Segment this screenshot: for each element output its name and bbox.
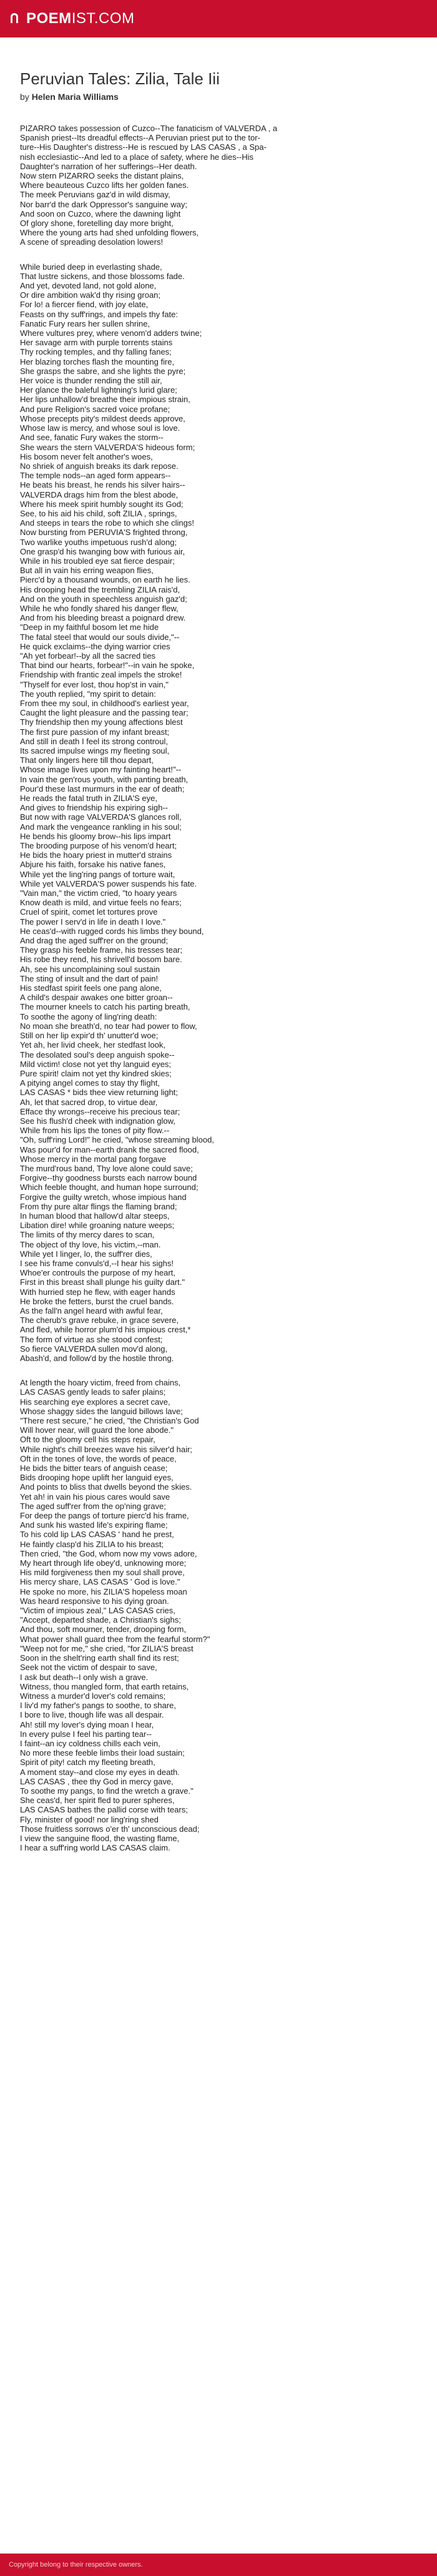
poem-line: His mercy share, LAS CASAS ' God is love." — [20, 1577, 180, 1587]
poem-line: And steeps in tears the robe to which she clings! — [20, 518, 194, 528]
poem-line: Her blazing torches flash the mounting fire, — [20, 356, 175, 366]
poem-line: Efface thy wrongs--receive his precious tear; — [20, 1106, 180, 1116]
poem-line: No moan she breath'd, no tear had power to flow, — [20, 1021, 197, 1031]
poem-line: The power I serv'd in life in death I love." — [20, 917, 166, 927]
poem-line: His bosom never felt another's woes, — [20, 451, 153, 461]
poem-line: In every pulse I feel his parting tear-- — [20, 1729, 152, 1739]
poem-line: Spanish priest--Its dreadful effects--A Peruvian priest put to the tor- — [20, 133, 260, 143]
poem-line: Bids drooping hope uplift her languid eyes, — [20, 1473, 174, 1483]
poem-line: "Vain man," the victim cried, "to hoary years — [20, 888, 177, 898]
poem-line: Ah, see his uncomplaining soul sustain — [20, 964, 160, 974]
poem-line: While night's chill breezes wave his silver'd hair; — [20, 1444, 192, 1454]
poem-line: In human blood that hallow'd altar steeps, — [20, 1211, 170, 1221]
poem-line: They grasp his feeble frame, his tresses tear; — [20, 945, 183, 955]
poem-line: First in this breast shall plunge his guilty dart." — [20, 1277, 185, 1287]
poem-line: But now with rage VALVERDA'S glances roll, — [20, 812, 182, 822]
poem-line: Whose mercy in the mortal pang forgave — [20, 1154, 167, 1164]
poem-line: Thy friendship then my young affections blest — [20, 717, 183, 727]
poem-line: He bids the hoary priest in mutter'd strains — [20, 850, 172, 860]
poem-line: Daughter's narration of her sufferings--Her death. — [20, 161, 197, 171]
poem-line: "Thyself for ever lost, thou hop'st in vain," — [20, 679, 169, 689]
site-footer — [0, 2554, 437, 2576]
poem-line: And pure Religion's sacred voice profane; — [20, 404, 170, 414]
poem-line: Her lips unhallow'd breathe their impious strain, — [20, 395, 190, 405]
poem-line: And on the youth in speechless anguish gaz'd; — [20, 594, 187, 604]
poem-line: And drag the aged suff'rer on the ground; — [20, 936, 169, 946]
poem-line: Abash'd, and follow'd by the hostile throng. — [20, 1354, 174, 1363]
poem-line: While from his lips the tones of pity flow.-- — [20, 1126, 170, 1136]
poem-line: Pierc'd by a thousand wounds, on earth he lies. — [20, 575, 190, 585]
poem-line: Was heard responsive to his dying groan. — [20, 1596, 169, 1606]
poem-line: What power shall guard thee from the fearful storm?" — [20, 1634, 210, 1644]
poem-line: Feasts on thy suff'rings, and impels thy fate: — [20, 309, 178, 319]
poem-line: And gives to friendship his expiring sigh-- — [20, 803, 169, 813]
poem-line: Then cried, "the God, whom now my vows adore, — [20, 1548, 197, 1558]
poem-line: Where the young arts had shed unfolding flowers, — [20, 228, 199, 238]
by-label: by — [20, 92, 29, 102]
poem-line: Its sacred impulse wings my fleeting soul, — [20, 746, 170, 755]
poem-line: Was pour'd for man--earth drank the sacred flood, — [20, 1144, 199, 1154]
poem-line: Which feeble thought, and human hope surround; — [20, 1182, 199, 1192]
poem-line: Her savage arm with purple torrents stains — [20, 338, 173, 348]
poem-line: The cherub's grave rebuke, in grace severe, — [20, 1315, 179, 1325]
poem-line: Whose law is mercy, and whose soul is love. — [20, 423, 180, 433]
poem-line: To soothe the agony of ling'ring death: — [20, 1011, 157, 1021]
poem-line: A scene of spreading desolation lowers! — [20, 237, 164, 247]
poem-line: VALVERDA drags him from the blest abode, — [20, 489, 179, 499]
poem-line: Of glory shone, foretelling day more bright, — [20, 219, 174, 229]
poem-line: "Deep in my faithful bosom let me hide — [20, 622, 159, 632]
poem-line: While he who fondly shared his danger flew, — [20, 603, 179, 613]
poem-line: While yet the ling'ring pangs of torture wait, — [20, 869, 175, 879]
poem-line: While yet I linger, lo, the suff'rer dies, — [20, 1249, 152, 1259]
poem-line: I ask but death--I only wish a grave. — [20, 1672, 149, 1682]
poem-line: ture--His Daughter's distress--He is rescued by LAS CASAS , a Spa- — [20, 142, 267, 152]
poem-line: Mild victim! close not yet thy languid eyes; — [20, 1059, 172, 1069]
poem-line: No shriek of anguish breaks its dark repose. — [20, 461, 179, 471]
poem-line: Forgive the guilty wretch, whose impious hand — [20, 1192, 187, 1202]
poem-line: See, to his aid his child, soft ZILIA , springs, — [20, 508, 177, 518]
poem-line: To soothe my pangs, to find the wretch a grave." — [20, 1786, 194, 1796]
poem-line: From thy pure altar flings the flaming brand; — [20, 1201, 177, 1211]
poem-line: His drooping head the trembling ZILIA rais'd, — [20, 584, 180, 594]
poem-line: Where vultures prey, where venom'd adders twine; — [20, 328, 202, 338]
poem-line: She ceas'd, her spirit fled to purer spheres, — [20, 1796, 175, 1806]
poem-line: And fled, while horror plum'd his impious crest,* — [20, 1325, 191, 1335]
poem-line: The aged suff'rer from the op'ning grave; — [20, 1501, 166, 1511]
poem-line: And points to bliss that dwells beyond the skies. — [20, 1482, 192, 1492]
poem-line: "Oh, suff'ring Lord!" he cried, "whose streaming blood, — [20, 1135, 214, 1145]
poem-line: Fanatic Fury rears her sullen shrine, — [20, 318, 150, 328]
logo-rest: IST.COM — [71, 10, 135, 27]
poem-line: In vain the gen'rous youth, with panting breath, — [20, 774, 189, 784]
poem-line: At length the hoary victim, freed from chains, — [20, 1378, 181, 1388]
poem-line: Still on her lip expir'd th' unutter'd woe; — [20, 1031, 159, 1041]
poem-author[interactable]: Helen Maria Williams — [31, 92, 119, 102]
poem-stanza — [20, 1378, 420, 1852]
poem-line: "Ah yet forbear!--by all the sacred ties — [20, 651, 156, 661]
poem-title: Peruvian Tales: Zilia, Tale Iii — [20, 69, 220, 88]
poem-line: "There rest secure," he cried, "the Christian's God — [20, 1416, 199, 1426]
poem-line: He bends his gloomy brow--his lips impart — [20, 831, 171, 841]
poem-line: The brooding purpose of his venom'd heart; — [20, 841, 177, 851]
poem-line: He quick exclaims--the dying warrior cries — [20, 641, 170, 651]
poem-line: His searching eye explores a secret cave, — [20, 1397, 170, 1407]
poem-line: Her voice is thunder rending the still air, — [20, 376, 162, 386]
poem-line: A child's despair awakes one bitter groan-- — [20, 993, 173, 1003]
poem-line: Will hover near, will guard the lone abode." — [20, 1425, 174, 1435]
poem-line: Oft in the tones of love, the words of peace, — [20, 1453, 177, 1463]
poem-line: But all in vain his erring weapon flies, — [20, 566, 154, 576]
poem-line: Now bursting from PERUVIA'S frighted throng, — [20, 528, 188, 538]
poem-line: And see, fanatic Fury wakes the storm-- — [20, 433, 164, 443]
site-header — [0, 0, 437, 37]
poem-line: The limits of thy mercy dares to scan, — [20, 1230, 155, 1240]
poem-line: She wears the stern VALVERDA'S hideous form; — [20, 442, 195, 452]
poem-line: Cruel of spirit, comet let tortures prove — [20, 907, 158, 917]
poem-line: Forgive--thy goodness bursts each narrow bound — [20, 1173, 197, 1183]
poem-line: LAS CASAS * bids thee view returning light; — [20, 1088, 178, 1098]
poem-line: "Weep not for me," she cried, "for ZILIA'S breast — [20, 1643, 194, 1653]
footer-copyright: Copyright belong to their respective owners. — [9, 2561, 143, 2569]
poem-line: He bids the bitter tears of anguish cease; — [20, 1463, 168, 1473]
poem-line: Pure spirit! claim not yet thy kindred skies; — [20, 1068, 172, 1078]
poemist-logo-icon[interactable] — [9, 12, 22, 26]
poem-line: As the fall'n angel heard with awful fear, — [20, 1305, 163, 1315]
poem-line: That only lingers here till thou depart, — [20, 755, 154, 765]
poem-line: "Victim of impious zeal," LAS CASAS cries, — [20, 1606, 175, 1616]
poem-line: I see his frame convuls'd,--I hear his sighs! — [20, 1258, 174, 1268]
poem-line: Pour'd these last murmurs in the ear of death; — [20, 784, 185, 794]
poem-line: He faintly clasp'd his ZILIA to his breast; — [20, 1539, 164, 1549]
poem-line: He ceas'd--with rugged cords his limbs they bound, — [20, 926, 204, 936]
poem-line: I faint--an icy coldness chills each vein, — [20, 1738, 160, 1748]
poem-line: See his flush'd cheek with indignation glow, — [20, 1116, 175, 1126]
poem-line: nish ecclesiastic--And led to a place of safety, where he dies--His — [20, 152, 254, 162]
poem-line: Ah, let that sacred drop, to virtue dear, — [20, 1097, 158, 1107]
poem-line: His robe they rend, his shrivell'd bosom bare. — [20, 955, 182, 965]
poem-line: His mild forgiveness then my soul shall prove, — [20, 1568, 185, 1578]
poem-line: The form of virtue as she stood confest; — [20, 1334, 163, 1344]
poem-line: Yet ah, her livid cheek, her stedfast look, — [20, 1040, 165, 1050]
poem-line: And from his bleeding breast a poignard drew. — [20, 613, 186, 623]
poem-line: Spirit of pity! catch my fleeting breath, — [20, 1757, 155, 1767]
poem-line: LAS CASAS gently leads to safer plains; — [20, 1387, 166, 1397]
poem-line: My heart through life obey'd, unknowing more; — [20, 1558, 187, 1568]
poem-line: The fatal steel that would our souls divide,"-- — [20, 632, 180, 642]
poem-line: And sunk his wasted life's expiring flame; — [20, 1520, 168, 1530]
poem-line: Abjure his faith, forsake his native fanes, — [20, 860, 166, 870]
poem-line: And soon on Cuzco, where the dawning light — [20, 209, 181, 219]
poem-stanza — [20, 262, 420, 1364]
poem-line: Those fruitless sorrows o'er th' unconscious dead; — [20, 1824, 200, 1834]
poem-line: A pitying angel comes to stay thy flight, — [20, 1078, 160, 1088]
poem-line: From thee my soul, in childhood's earliest year, — [20, 698, 189, 708]
poem-line: The mourner kneels to catch his parting breath, — [20, 1002, 190, 1012]
poem-line: Whose shaggy sides the languid billows lave; — [20, 1406, 183, 1416]
poem-line: He reads the fatal truth in ZILIA'S eye, — [20, 794, 157, 804]
poem-line: While in his troubled eye sat fierce despair; — [20, 556, 175, 566]
poem-byline — [20, 91, 420, 102]
poem-line: Oft to the gloomy cell his steps repair, — [20, 1435, 155, 1445]
poem-line: For deep the pangs of torture pierc'd his frame, — [20, 1511, 189, 1521]
poem-line: He broke the fetters, burst the cruel bands. — [20, 1296, 174, 1306]
poem-line: One grasp'd his twanging bow with furious air, — [20, 546, 185, 556]
poem-line: Whose image lives upon my fainting heart!"-- — [20, 765, 182, 775]
poem-line: Where beauteous Cuzco lifts her golden fanes. — [20, 180, 189, 190]
poem-line: A moment stay--and close my eyes in death. — [20, 1767, 180, 1777]
poem-line: Where his meek spirit humbly sought its God; — [20, 499, 184, 509]
site-logo[interactable] — [26, 10, 135, 27]
poem-line: The desolated soul's deep anguish spoke-- — [20, 1050, 175, 1059]
poem-line: The first pure passion of my infant breast; — [20, 727, 170, 737]
poem-line: Nor barr'd the dark Oppressor's sanguine way; — [20, 199, 187, 209]
poem-line: And mark the vengeance rankling in his soul; — [20, 822, 182, 832]
poem-line: Yet ah! in vain his pious cares would save — [20, 1492, 170, 1502]
poem-line: Whoe'er controuls the purpose of my heart, — [20, 1268, 175, 1278]
poem-line: With hurried step he flew, with eager hands — [20, 1287, 175, 1297]
poem-line: He beats his breast, he rends his silver hairs-- — [20, 480, 185, 490]
poem-line: To his cold lip LAS CASAS ' hand he prest, — [20, 1530, 174, 1540]
poem-stanza — [20, 124, 420, 247]
poem-line: Ah! still my lover's dying moan I hear, — [20, 1719, 154, 1729]
poem-line: Whose precepts pity's mildest deeds approve, — [20, 413, 185, 423]
poem-line: Two warlike youths impetuous rush'd along; — [20, 537, 177, 547]
poem-line: And yet, devoted land, not gold alone, — [20, 281, 157, 291]
poem-line: While yet VALVERDA'S power suspends his fate. — [20, 878, 197, 888]
poem-line: So fierce VALVERDA sullen mov'd along, — [20, 1344, 168, 1354]
poem-line: The youth replied, "my spirit to detain: — [20, 689, 156, 699]
poem-line: The sting of insult and the dart of pain! — [20, 973, 159, 983]
poem-line: That bind our hearts, forbear!"--in vain he spoke, — [20, 661, 195, 671]
poem-line: The temple nods--an aged form appears-- — [20, 471, 171, 481]
poem-line: And still in death I feel its strong controul, — [20, 736, 169, 746]
poem-line: The murd'rous band, Thy love alone could save; — [20, 1163, 193, 1173]
poem-line: While buried deep in everlasting shade, — [20, 262, 162, 272]
poem-line: "Accept, departed shade, a Christian's sighs; — [20, 1615, 181, 1625]
poem-line: Fly, minister of good! nor ling'ring shed — [20, 1814, 159, 1824]
poem-line: He spoke no more, his ZILIA'S hopeless moan — [20, 1586, 187, 1596]
poem-line: Her glance the baleful lightning's lurid glare; — [20, 385, 177, 395]
poem-line: Thy rocking temples, and thy falling fanes; — [20, 347, 172, 357]
poem-line: Friendship with frantic zeal impels the stroke! — [20, 670, 182, 680]
poem-line: I hear a suff'ring world LAS CASAS claim. — [20, 1843, 170, 1853]
poem-line: Know death is mild, and virtue feels no fears; — [20, 898, 182, 908]
poem-line: PIZARRO takes possession of Cuzco--The fanaticism of VALVERDA , a — [20, 124, 278, 133]
poem-body — [20, 124, 420, 1852]
poem-line: Now stern PIZARRO seeks the distant plains, — [20, 171, 184, 181]
poem-line: LAS CASAS , thee thy God in mercy gave, — [20, 1776, 174, 1786]
poem-line: Caught the light pleasure and the passing tear; — [20, 708, 189, 718]
logo-main: POEM — [26, 10, 72, 27]
poem-line: I bore to live, though life was all despair. — [20, 1710, 164, 1720]
poem-line: Libation dire! while groaning nature weeps; — [20, 1221, 175, 1231]
poem-line: For lo! a fiercer fiend, with joy elate, — [20, 300, 149, 310]
poem-line: I view the sanguine flood, the wasting flame, — [20, 1833, 180, 1843]
poem-line: Soon in the shelt'ring earth shall find its rest; — [20, 1653, 179, 1663]
poem-line: LAS CASAS bathes the pallid corse with tears; — [20, 1805, 188, 1815]
poem-line: She grasps the sabre, and she lights the pyre; — [20, 366, 186, 376]
poem-line: No more these feeble limbs their load sustain; — [20, 1748, 185, 1758]
poem-line: Or dire ambition wak'd thy rising groan; — [20, 290, 161, 300]
poem-line: That lustre sickens, and those blossoms fade. — [20, 271, 185, 281]
poem-line: The meek Peruvians gaz'd in wild dismay, — [20, 190, 170, 200]
poem-line: Witness, thou mangled form, that earth retains, — [20, 1681, 189, 1691]
poem-line: And thou, soft mourner, tender, drooping form, — [20, 1625, 186, 1635]
poem-line: Witness a murder'd lover's cold remains; — [20, 1691, 166, 1701]
poem-content — [20, 69, 420, 1867]
poem-line: I liv'd my father's pangs to soothe, to share, — [20, 1701, 176, 1711]
poem-line: His stedfast spirit feels one pang alone, — [20, 983, 162, 993]
poem-line: Seek not the victim of despair to save, — [20, 1663, 157, 1673]
poem-line: The object of thy love, his victim,--man. — [20, 1239, 161, 1249]
